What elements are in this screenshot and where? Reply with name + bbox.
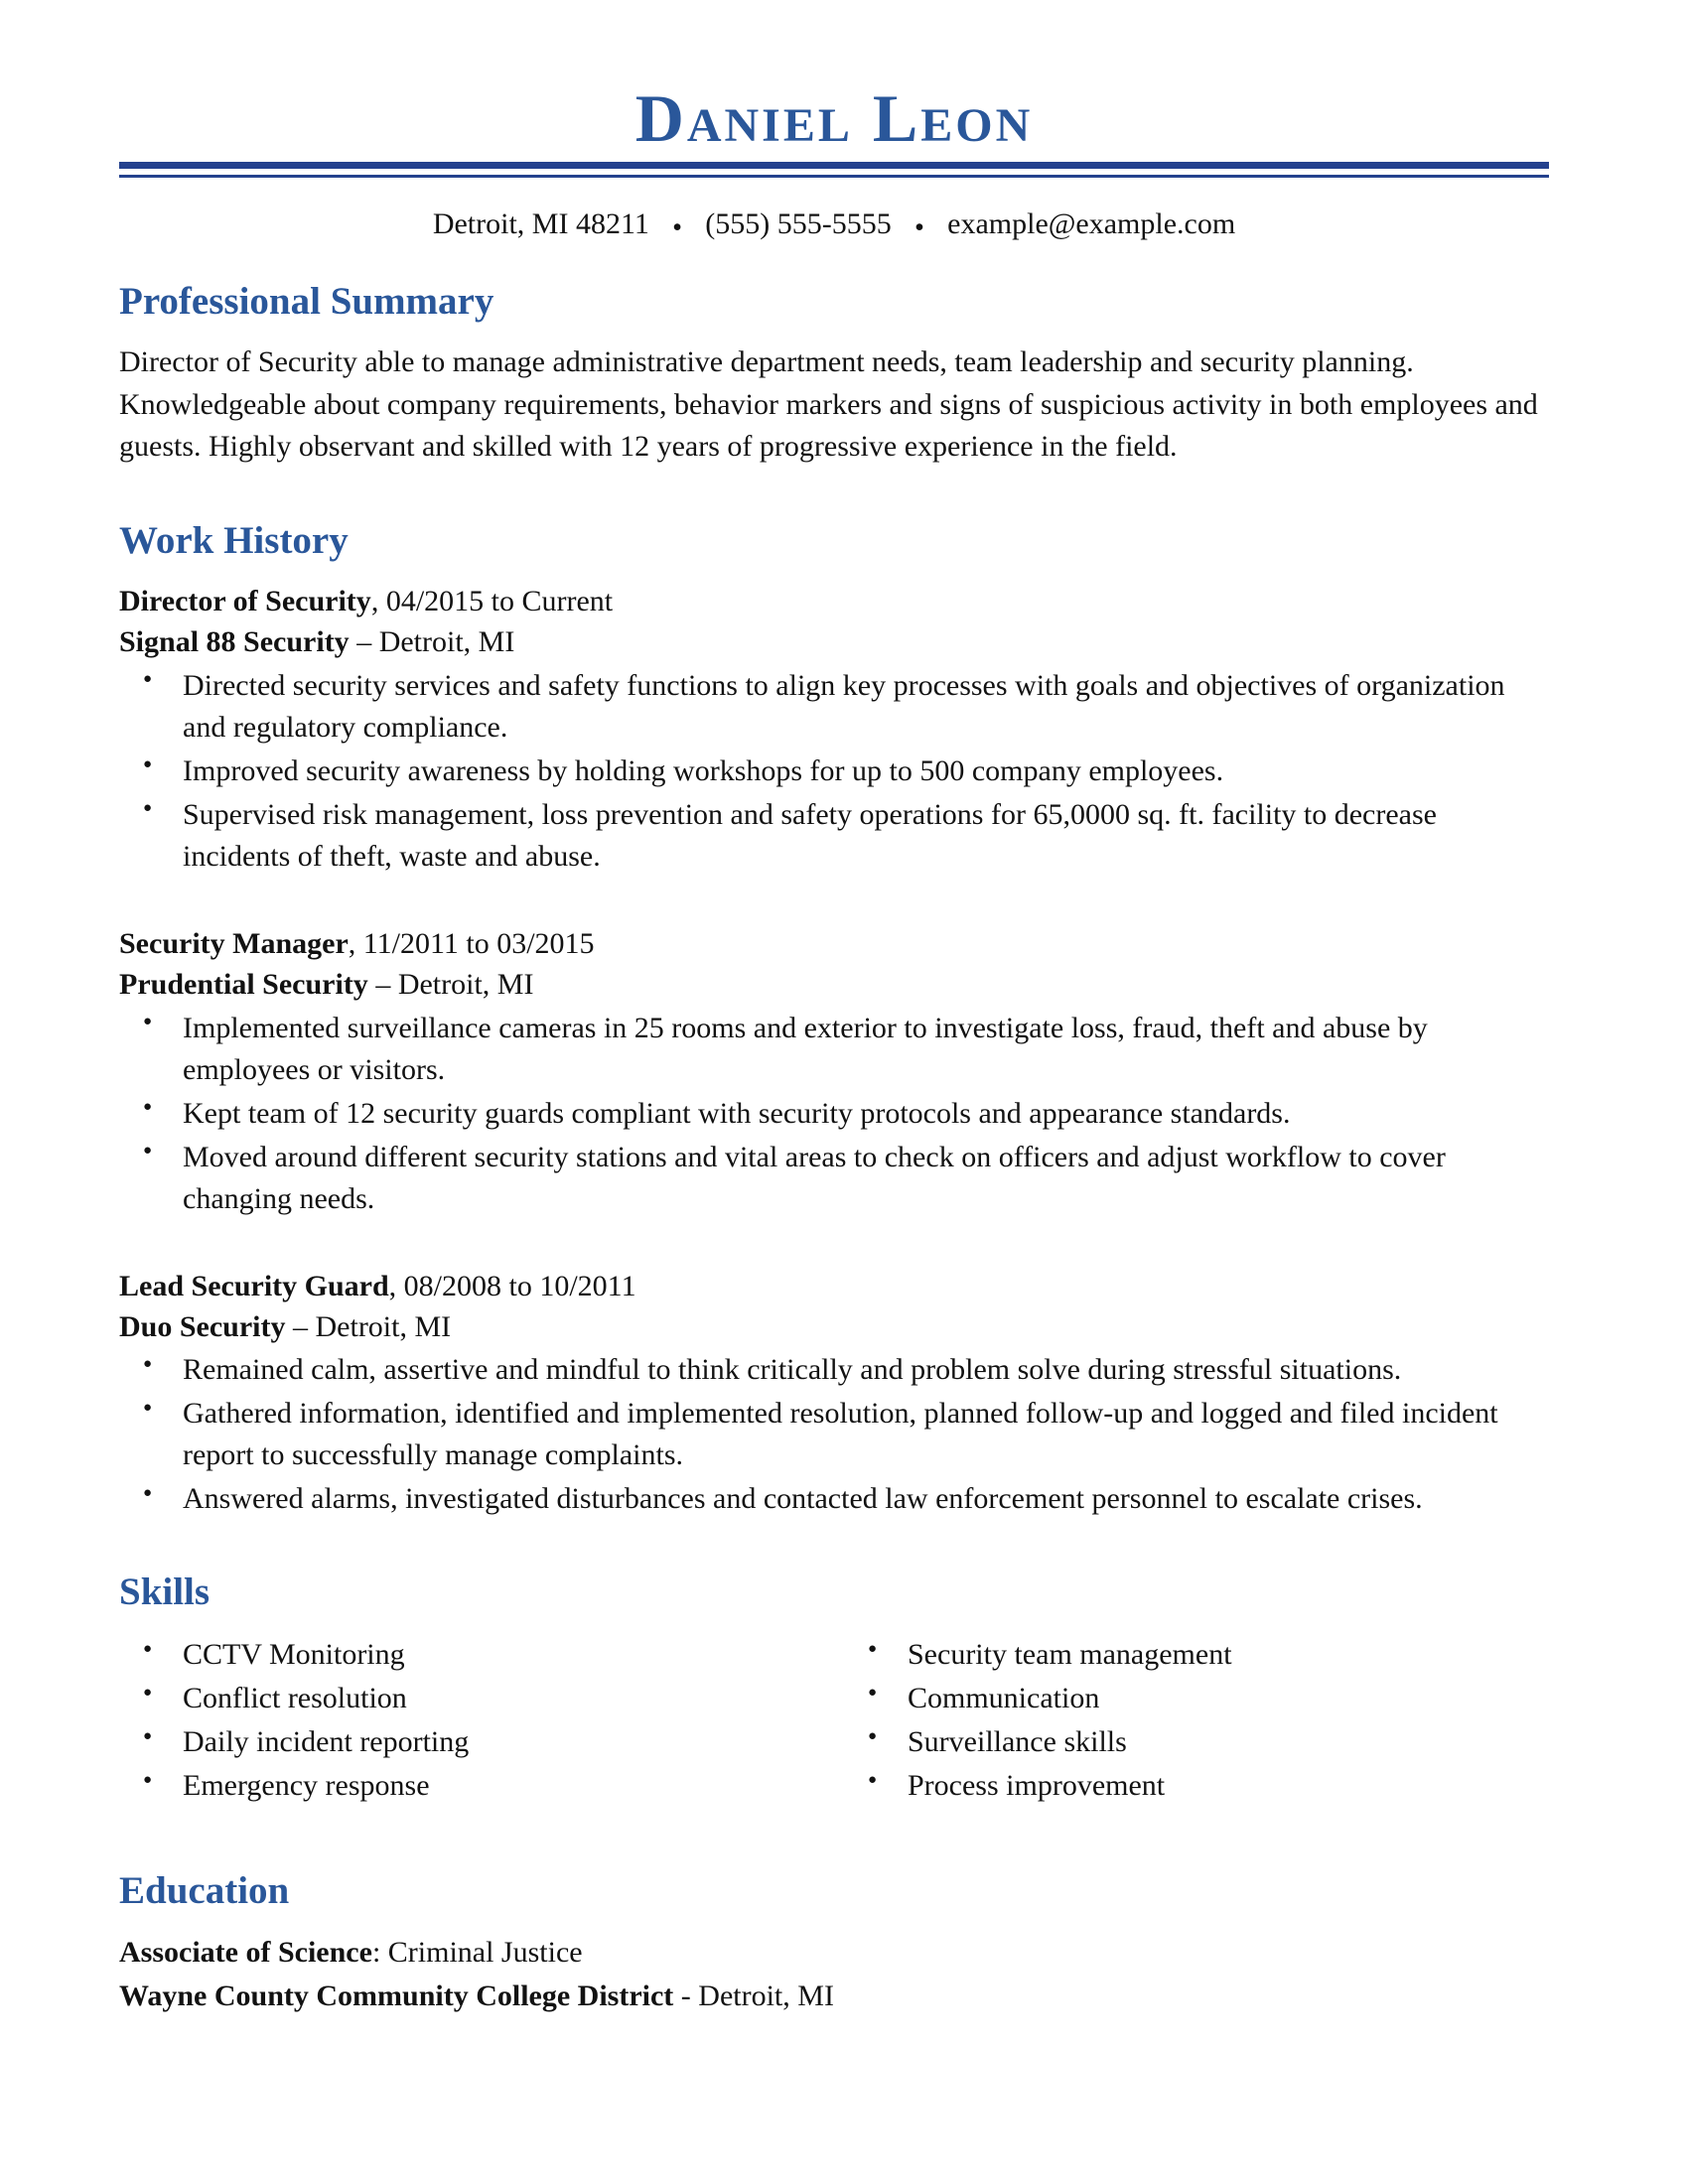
skill-item: ● Conflict resolution <box>183 1678 824 1719</box>
job-entry <box>119 1266 1549 1521</box>
job-dates: , 08/2008 to 10/2011 <box>388 1269 636 1302</box>
job-bullet: ● Directed security services and safety functions to align key processes with goals and objectives of organization and regulatory compliance. <box>183 665 1549 749</box>
skills-left-column <box>119 1634 824 1809</box>
bullet-separator-icon: ● <box>672 217 682 235</box>
contact-location: Detroit, MI 48211 <box>432 207 649 241</box>
job-bullet: ● Improved security awareness by holding workshops for up to 500 company employees. <box>183 751 1549 792</box>
summary-text: Director of Security able to manage administrative department needs, team leadership and security planning. Knowledgeable about company requirements, behavior markers and signs of suspicious activity in both employees and guests. Highly observant and skilled with 12 years of progressive experience in the field. <box>119 345 1538 464</box>
job-entry <box>119 923 1549 1220</box>
education-school-line <box>119 1975 1549 2018</box>
job-bullet-list <box>119 665 1549 878</box>
job-dates: , 11/2011 to 03/2015 <box>348 926 595 960</box>
job-title: Lead Security Guard <box>119 1269 389 1302</box>
job-company: Signal 88 Security <box>119 625 350 659</box>
job-bullet: ● Moved around different security stations and vital areas to check on officers and adjust workflow to cover changing needs. <box>183 1137 1549 1220</box>
skill-item: ● Security team management <box>908 1634 1549 1676</box>
job-company-line <box>119 964 1549 1005</box>
skills-columns <box>119 1632 1549 1819</box>
education-degree: Associate of Science <box>119 1936 372 1970</box>
section-professional-summary <box>119 281 1549 469</box>
job-bullet: ● Implemented surveillance cameras in 25 rooms and exterior to investigate loss, fraud, theft and abuse by employees or visitors. <box>183 1008 1549 1091</box>
job-location: – Detroit, MI <box>367 968 534 1002</box>
contact-email: example@example.com <box>947 207 1236 241</box>
job-bullet-list <box>119 1349 1549 1520</box>
summary-heading: Professional Summary <box>119 280 494 324</box>
candidate-name: Daniel Leon <box>634 80 1034 156</box>
section-skills <box>119 1571 1549 1819</box>
skill-item: ● Surveillance skills <box>908 1721 1549 1763</box>
contact-phone: (555) 555-5555 <box>705 207 892 241</box>
skill-item: ● CCTV Monitoring <box>183 1634 824 1676</box>
skill-item: ● Process improvement <box>908 1765 1549 1807</box>
job-entry <box>119 581 1549 878</box>
job-title-line <box>119 1266 1549 1306</box>
section-work-history <box>119 520 1549 1520</box>
education-school: Wayne County Community College District <box>119 1979 674 2013</box>
skills-heading: Skills <box>119 1570 211 1614</box>
skill-item: ● Communication <box>908 1678 1549 1719</box>
education-degree-line <box>119 1931 1549 1975</box>
skill-item: ● Daily incident reporting <box>183 1721 824 1763</box>
job-dates: , 04/2015 to Current <box>370 584 614 617</box>
job-bullet: ● Kept team of 12 security guards compliant with security protocols and appearance standards. <box>183 1093 1549 1135</box>
job-bullet: ● Remained calm, assertive and mindful to think critically and problem solve during stressful situations. <box>183 1349 1549 1391</box>
bullet-separator-icon: ● <box>914 217 924 235</box>
work-history-heading: Work History <box>119 519 349 563</box>
job-bullet: ● Gathered information, identified and implemented resolution, planned follow-up and logged and filed incident report to successfully manage complaints. <box>183 1393 1549 1476</box>
job-company-line <box>119 1306 1549 1347</box>
job-bullet: ● Supervised risk management, loss prevention and safety operations for 65,0000 sq. ft. facility to decrease incidents of theft, waste and abuse. <box>183 794 1549 878</box>
section-education <box>119 1870 1549 2019</box>
education-heading: Education <box>119 1869 290 1913</box>
job-location: – Detroit, MI <box>349 625 515 659</box>
job-title: Security Manager <box>119 926 349 960</box>
job-bullet: ● Answered alarms, investigated disturbances and contacted law enforcement personnel to escalate crises. <box>183 1478 1549 1520</box>
job-title-line <box>119 923 1549 964</box>
job-title-line <box>119 581 1549 621</box>
job-company: Prudential Security <box>119 968 368 1002</box>
job-title: Director of Security <box>119 584 371 617</box>
job-bullet-list <box>119 1008 1549 1220</box>
education-school-detail: - Detroit, MI <box>673 1979 834 2013</box>
job-company-line <box>119 621 1549 662</box>
job-company: Duo Security <box>119 1309 286 1343</box>
job-location: – Detroit, MI <box>285 1309 452 1343</box>
resume-header <box>119 80 1549 241</box>
header-divider <box>119 162 1549 178</box>
skills-right-column <box>844 1634 1549 1809</box>
contact-line <box>119 207 1549 241</box>
education-degree-detail: : Criminal Justice <box>371 1936 583 1970</box>
skill-item: ● Emergency response <box>183 1765 824 1807</box>
